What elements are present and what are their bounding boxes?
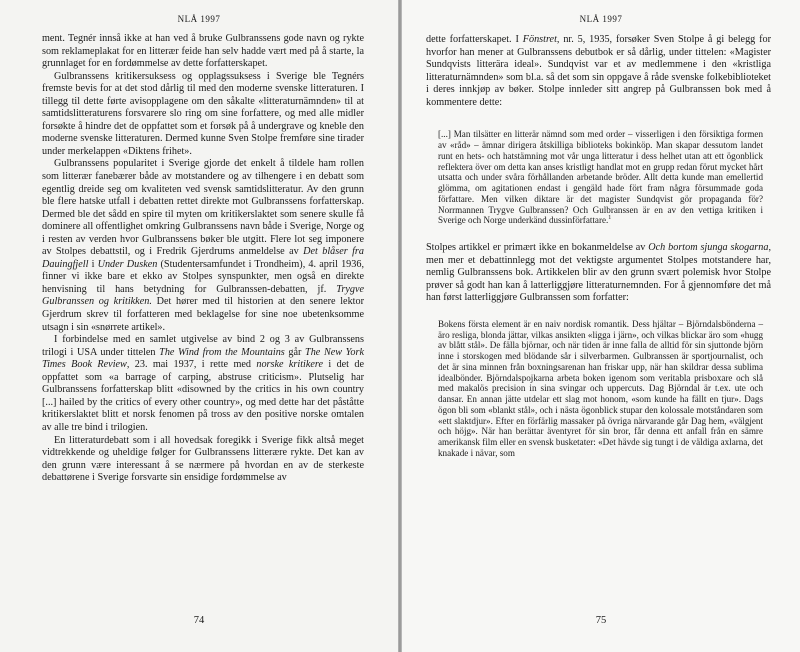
paragraph bbox=[42, 334, 364, 434]
text-run: Bokens första element är en naiv nordisk romantik. Dess hjältar – Björndalsbönderna – äro resliga, blonda jättar, vilkas ansikten «ligga i järn», och vilkas blickar äro som «hugg av blått stål». De fälla björnar, och när tiden är inne falla de alltid för sin sjuttonde björn inne i storskogen med blödande sår i silverbarmen. Gulbranssen är sportjournalist, och det är sina minnen från boxningsarenan han friskar upp, när han skildrar dessa sublima idealbönder. Björndalspojkarna arbeta boken igenom som veritabla prisboxare och slå med makalös precision in sina svingar och uppercuts. Dag Björndal är t.ex. ute och dansar. En annan jätte utdelar ett slag mot honom, «som kunde ha fällt en tjur». Dags ögon bli som «blankt stål», och i nästa ögonblick stupar den kolossale motståndaren som «ett slaktdjur». Efter en förfärlig massaker på övriga närvarande går Dag hem, «välgjent och höjg». När han berättar äventyret för sin bror, får denna ett anfall från en sämre amerikansk film eller en svensk busketater: «Det hävde sig tungt i de väldiga axlarna, det knakade i nävar, som bbox=[438, 318, 763, 458]
text-run: Gulbranssens popularitet i Sverige gjorde det enkelt å tildele ham rollen som litterær fanebærer både av motstandere og av tilhengere i en debatt som egentlig dreide seg om kvaliteten ved svensk samtidslitteratur. Av den grunn ble flere hatske utfall i debatten rettet direkte mot Gulbranssens forfatterskap. Dermed ble det sådd en spire til myten om kritikerslaktet som senere skulle få dominere all offentlighet omkring Gulbranssens navn både i Sverige, Norge og i resten av verden hvor Gulbranssens bøker ble utgitt. Flere lot seg imponere av Stolpes debattstil, og i Fredrik Gjerdrums anmeldelse av bbox=[42, 158, 364, 258]
left-page-number: 74 bbox=[193, 615, 205, 626]
block-quote bbox=[438, 129, 763, 226]
right-page bbox=[402, 0, 800, 652]
block-quote bbox=[438, 319, 763, 459]
left-page bbox=[0, 0, 398, 652]
text-run: Det hører med til historien at den senere lektor Gjerdrum skrev til forfatteren med beklagelse for sine noe ubetenksomme utsagn i sin «snørrete artikel». bbox=[42, 296, 364, 333]
text-run: Stolpes artikkel er primært ikke en bokanmeldelse av bbox=[426, 242, 649, 254]
italic-title: The Wind from the Mountains bbox=[159, 346, 285, 358]
italic-title: Det blåser fra Dauingfjell bbox=[42, 246, 364, 270]
text-run: Gulbranssens kritikersuksess og opplagssuksess i Sverige ble Tegnérs fremste bevis for at det stod dårlig til med den moderne svenske litteraturen. I tillegg til dette førte avisopplagene om den såkalte «litteraturnämnden» til at samtidslitteraturens forsvarere slo ring om sine forfattere, og med alle midler forsøkte å hindre det de oppfattet som et forsøk på å undergrave og kneble den moderne svenske litteraturen. Dermed kunne Sven Stolpe fremføre sine tirader under merkelappen «Diktens frihet». bbox=[42, 70, 364, 157]
left-running-header: NLÅ 1997 bbox=[177, 14, 221, 24]
text-run: (Studentersamfundet i Trondheim), 4. april 1936, finner vi ikke bare et ekko av Stolpes synspunkter, men også en direkte henvisning til hans betydning for Gulbranssen-debatten, jf. bbox=[42, 258, 364, 295]
text-run: , 23. mai 1937, i rette med bbox=[126, 359, 257, 371]
paragraph bbox=[42, 71, 364, 159]
left-body-text bbox=[42, 33, 364, 485]
text-run: En litteraturdebatt som i all hovedsak foregikk i Sverige fikk altså meget vidtrekkende og uheldige følger for Gulbranssens litterære rykte. Det kan av den grunn være interessant å se nærmere på hvordan en av de sterkeste debattørene i Sverige forsvarte sin ensidige fordømmelse av bbox=[42, 434, 364, 484]
text-run: ment. Tegnér innså ikke at han ved å bruke Gulbranssens gode navn og rykte som reklameplakat for en litterær feide han selv hadde vært med på å starte, la grunnlaget for en fordømmelse av dette forfatterskapet. bbox=[42, 33, 364, 70]
right-body-text bbox=[426, 34, 771, 459]
paragraph bbox=[42, 33, 364, 71]
italic-title: Trygve Gulbranssen og kritikken. bbox=[42, 283, 364, 308]
italic-title: The New York Times Book Review bbox=[42, 346, 364, 371]
text-run: [...] Man tilsätter en litterär nämnd som med order – visserligen i den försiktiga formen av «råd» – ämnar dirigera åtskilliga biblioteks bokinköp. Man skapar dessutom landet runt en hets- och hatstämning mot vår unga litteratur i dess helhet utan att ett ögonblick reflektera över om detta kan anses kristligt handlat mot en grupp redan förut mycket hårt utsatta och under svåra förhållanden arbetande bröder. Allt detta kunde man emellertid glömma, om agitationen endast i gengäld hade fört fram några försummade goda författare. Men vilken diktare är det magister Sundqvist gör propaganda för? Norrmannen Trygve Gulbranssen? Och Gulbranssen är en av den vettiga kritiken i Sverige och Norge underkänd dussinförfattare. bbox=[438, 129, 763, 226]
right-page-number: 75 bbox=[595, 615, 607, 626]
paragraph bbox=[42, 435, 364, 485]
italic-title: norske kritikere bbox=[256, 359, 324, 371]
paragraph bbox=[426, 34, 771, 109]
paragraph bbox=[426, 242, 771, 305]
text-run: dette forfatterskapet. I bbox=[426, 34, 523, 45]
text-run: I forbindelse med en samlet utgivelse av bind 2 og 3 av Gulbranssens trilogi i USA under tittelen bbox=[42, 334, 364, 358]
text-run: i det de oppfattet som «a barrage of carping, abstruse criticism». Plutselig har Gulbranssens forfatterskap blitt «disowned by the critics in his own country [...] hailed by the critics of every other country», og med dette har det påståtte kritikerslaktet blitt et norsk fenomen på tross av den positive norske omtalen av alle tre bind i trilogien. bbox=[42, 359, 364, 433]
text-run: , men mer et debattinnlegg mot det vektigste argumentet Stolpes motstandere har, nemlig Gulbranssens bok. Artikkelen blir av den grunn svært polemisk hvor Stolpe prøver så godt han kan å latterliggjøre litteraturnemnden. For å gjennomføre det må han først latterliggjøre Gulbranssen som forfatter: bbox=[426, 242, 771, 304]
footnote-marker: 1 bbox=[608, 215, 612, 222]
italic-title: Och bortom sjunga skogarna bbox=[648, 242, 769, 254]
text-run: går bbox=[284, 346, 306, 358]
italic-title: Under Dusken bbox=[97, 258, 158, 270]
italic-title: Fönstret bbox=[522, 34, 557, 45]
text-run: , nr. 5, 1935, forsøker Sven Stolpe å gi belegg for hvorfor han mener at Gulbranssens debutbok er så dårlig, under tittelen: «Magister Sundqvists litterära ideal». Sundqvist var et av medlemmene i den «kristliga litteraturnämnden» som bl.a. så det som sin oppgave å råde svenske folkebiblioteket i deres innkjøp av bøker. Stolpe innleder sitt angrep på Gulbranssen bok med å kommentere dette: bbox=[426, 34, 771, 108]
text-run: i bbox=[88, 258, 98, 270]
right-running-header: NLÅ 1997 bbox=[579, 14, 623, 24]
paragraph bbox=[42, 158, 364, 334]
